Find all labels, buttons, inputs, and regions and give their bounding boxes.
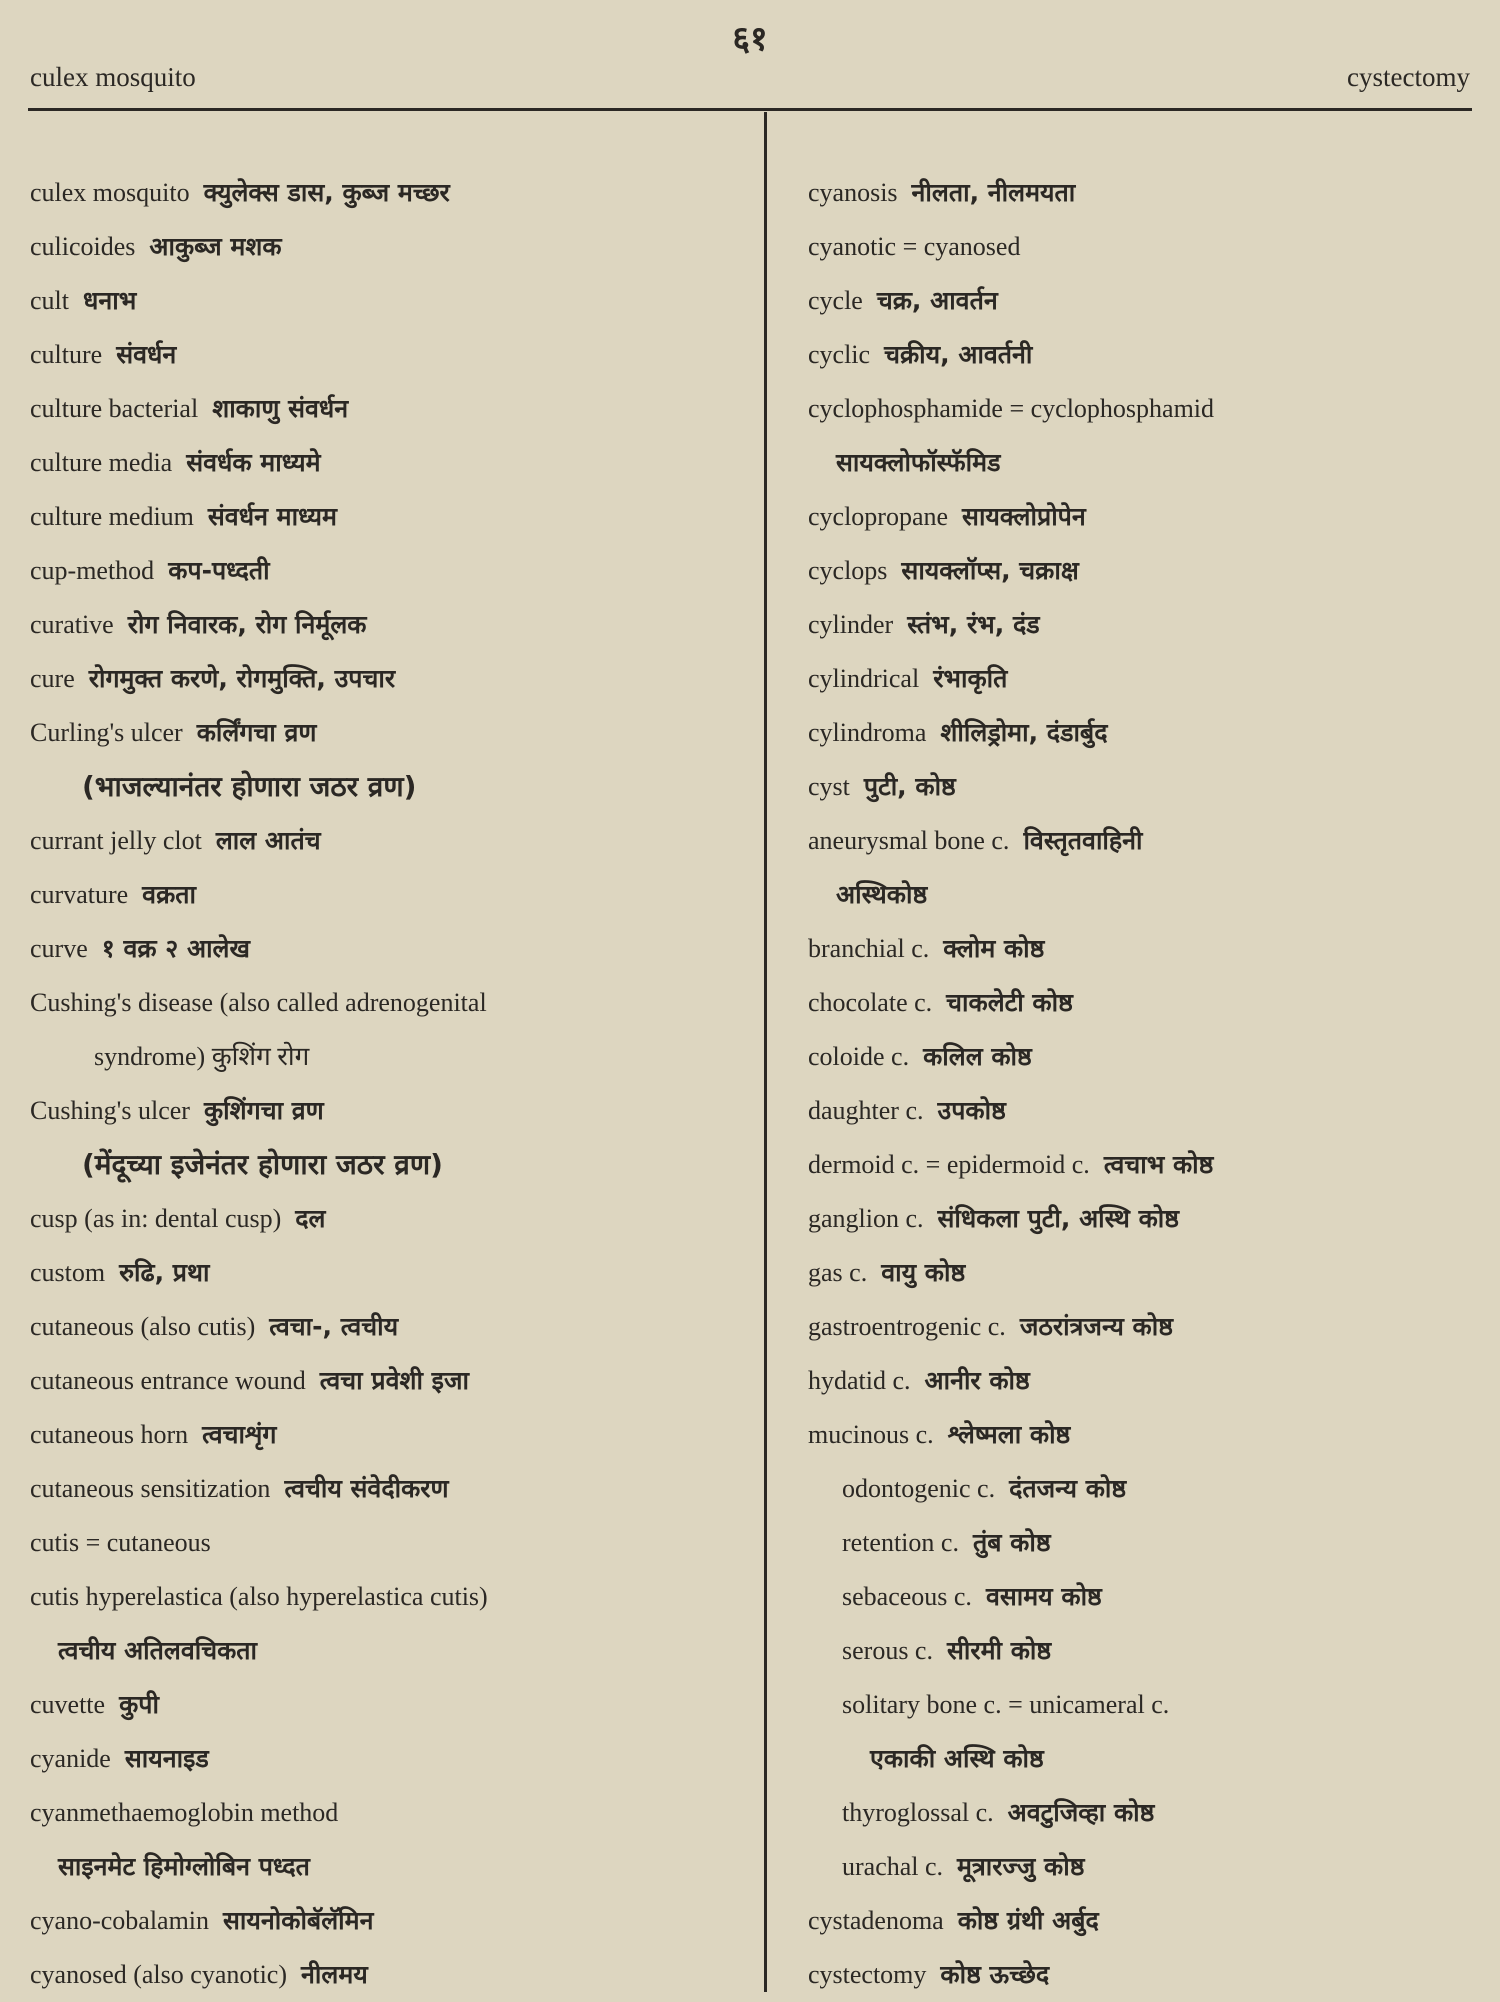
entry-gloss: मूत्रारज्जु कोष्ठ [957, 1852, 1085, 1881]
dictionary-entry [808, 544, 1488, 598]
entry-term: ganglion c. [808, 1204, 924, 1233]
dictionary-entry [808, 598, 1488, 652]
dictionary-entry [808, 1678, 1488, 1786]
entry-term: culicoides [30, 232, 136, 261]
entry-gloss: पुटी, कोष्ठ [863, 772, 956, 801]
dictionary-entry [808, 1246, 1488, 1300]
dictionary-entry [30, 1192, 750, 1246]
entry-gloss: १ वक्र २ आलेख [101, 934, 250, 963]
column-divider [764, 112, 767, 1992]
entry-gloss: रुढि, प्रथा [119, 1258, 210, 1287]
dictionary-entry [808, 814, 1488, 922]
entry-gloss: कप-पध्दती [168, 556, 270, 585]
entry-gloss: चक्रीय, आवर्तनी [884, 340, 1033, 369]
dictionary-entry [30, 1786, 750, 1894]
entry-gloss: सीरमी कोष्ठ [946, 1636, 1052, 1665]
entry-term: cyanosis [808, 178, 898, 207]
dictionary-entry [808, 220, 1488, 274]
dictionary-entry [808, 922, 1488, 976]
entry-term: cyclic [808, 340, 871, 369]
entry-term: Cushing's ulcer [30, 1096, 190, 1125]
dictionary-entry [808, 382, 1488, 490]
entry-term: cup-method [30, 556, 155, 585]
dictionary-entry [30, 1462, 750, 1516]
entry-term: curative [30, 610, 114, 639]
entry-gloss: वसामय कोष्ठ [985, 1582, 1102, 1611]
entry-gloss: नीलमय [301, 1960, 368, 1989]
entry-term: coloide c. [808, 1042, 910, 1071]
entry-term: sebaceous c. [842, 1582, 972, 1611]
entry-term: cyanide [30, 1744, 111, 1773]
entry-gloss: उपकोष्ठ [937, 1096, 1006, 1125]
dictionary-entry [30, 1732, 750, 1786]
entry-term: solitary bone c. = unicameral c. [842, 1690, 1170, 1719]
entry-term: culex mosquito [30, 178, 190, 207]
dictionary-entry [30, 544, 750, 598]
entry-gloss: आनीर कोष्ठ [924, 1366, 1030, 1395]
entry-term: cutis = cutaneous [30, 1528, 211, 1557]
entry-term-continuation: syndrome) कुशिंग रोग [94, 1042, 310, 1071]
dictionary-entry [808, 1084, 1488, 1138]
entry-term: cutaneous (also cutis) [30, 1312, 256, 1341]
dictionary-entry [808, 166, 1488, 220]
entry-term: curvature [30, 880, 129, 909]
dictionary-entry [808, 976, 1488, 1030]
entry-term: odontogenic c. [842, 1474, 996, 1503]
entry-gloss: चक्र, आवर्तन [876, 286, 998, 315]
entry-term: cyclopropane [808, 502, 949, 531]
dictionary-entry [808, 1138, 1488, 1192]
dictionary-entry [808, 1948, 1488, 2002]
dictionary-entry [30, 166, 750, 220]
entry-term: chocolate c. [808, 988, 933, 1017]
entry-term: cyst [808, 772, 850, 801]
dictionary-entry [30, 868, 750, 922]
entry-term: cult [30, 286, 69, 315]
entry-term: serous c. [842, 1636, 933, 1665]
entry-gloss: कर्लिंगचा व्रण [196, 718, 317, 747]
entry-gloss: कुशिंगचा व्रण [203, 1096, 324, 1125]
entry-gloss: दल [295, 1204, 326, 1233]
entry-gloss: कोष्ठ ग्रंथी अर्बुद [957, 1906, 1099, 1935]
dictionary-entry [808, 1354, 1488, 1408]
entry-term: gas c. [808, 1258, 868, 1287]
entry-gloss: आकुब्ज मशक [149, 232, 282, 261]
dictionary-entry [30, 1948, 750, 2002]
entry-term: cycle [808, 286, 863, 315]
entry-gloss-continuation: सायक्लोफॉस्फॅमिड [836, 448, 1001, 477]
dictionary-entry [30, 382, 750, 436]
entry-gloss: जठरांत्रजन्य कोष्ठ [1019, 1312, 1173, 1341]
entry-term: cyanmethaemoglobin method [30, 1798, 339, 1827]
entry-gloss: शाकाणु संवर्धन [212, 394, 349, 423]
entry-term: hydatid c. [808, 1366, 911, 1395]
entry-term: curve [30, 934, 88, 963]
dictionary-entry [808, 706, 1488, 760]
dictionary-entry [808, 1840, 1488, 1894]
dictionary-entry [808, 1570, 1488, 1624]
dictionary-entry [808, 1408, 1488, 1462]
entry-gloss: त्वचीय संवेदीकरण [284, 1474, 449, 1503]
entry-gloss: लाल आतंच [215, 826, 321, 855]
right-column [808, 166, 1488, 2002]
entry-gloss: संवर्धन माध्यम [207, 502, 337, 531]
dictionary-entry [30, 922, 750, 976]
dictionary-entry [808, 490, 1488, 544]
entry-term: retention c. [842, 1528, 959, 1557]
entry-gloss: त्वचा-, त्वचीय [269, 1312, 399, 1341]
entry-term: cuvette [30, 1690, 106, 1719]
dictionary-entry [30, 1570, 750, 1678]
entry-term: cusp (as in: dental cusp) [30, 1204, 282, 1233]
dictionary-entry [30, 490, 750, 544]
entry-term: Curling's ulcer [30, 718, 183, 747]
entry-term: cyclophosphamide = cyclophosphamid [808, 394, 1215, 423]
entry-term: cutis hyperelastica (also hyperelastica cutis) [30, 1582, 488, 1611]
entry-gloss: क्युलेक्स डास, कुब्ज मच्छर [203, 178, 450, 207]
entry-term: dermoid c. = epidermoid c. [808, 1150, 1090, 1179]
page-number: ६१ [732, 19, 768, 59]
entry-gloss: सायक्लॉप्स, चक्राक्ष [901, 556, 1079, 585]
entry-term: cutaneous horn [30, 1420, 189, 1449]
dictionary-entry [30, 220, 750, 274]
entry-term: aneurysmal bone c. [808, 826, 1010, 855]
entry-gloss: चाकलेटी कोष्ठ [946, 988, 1073, 1017]
running-head-right: cystectomy [1347, 62, 1470, 92]
entry-term: cystadenoma [808, 1906, 944, 1935]
entry-gloss: स्तंभ, रंभ, दंड [907, 610, 1040, 639]
entry-term: cystectomy [808, 1960, 927, 1989]
dictionary-entry [808, 1300, 1488, 1354]
dictionary-entry [808, 1192, 1488, 1246]
entry-gloss: सायक्लोप्रोपेन [962, 502, 1086, 531]
entry-term: cutaneous entrance wound [30, 1366, 306, 1395]
dictionary-entry [808, 1786, 1488, 1840]
entry-term: Cushing's disease (also called adrenogenital [30, 988, 487, 1017]
dictionary-entry [808, 328, 1488, 382]
dictionary-entry [30, 598, 750, 652]
dictionary-entry [30, 1408, 750, 1462]
dictionary-entry [30, 1678, 750, 1732]
entry-gloss: क्लोम कोष्ठ [943, 934, 1045, 963]
dictionary-entry [30, 274, 750, 328]
entry-term: cylindrical [808, 664, 920, 693]
dictionary-entry [808, 1894, 1488, 1948]
dictionary-entry [30, 652, 750, 706]
entry-gloss: संधिकला पुटी, अस्थि कोष्ठ [937, 1204, 1179, 1233]
dictionary-entry [30, 1894, 750, 1948]
entry-gloss-continuation: एकाकी अस्थि कोष्ठ [870, 1744, 1044, 1773]
dictionary-entry [30, 814, 750, 868]
entry-term: currant jelly clot [30, 826, 202, 855]
entry-term: cylinder [808, 610, 894, 639]
entry-term: cyanosed (also cyanotic) [30, 1960, 288, 1989]
entry-gloss-continuation: (भाजल्यानंतर होणारा जठर व्रण) [82, 770, 417, 803]
entry-gloss: सायनाइड [124, 1744, 209, 1773]
dictionary-entry [808, 1030, 1488, 1084]
entry-term: culture [30, 340, 103, 369]
entry-term: culture medium [30, 502, 194, 531]
entry-gloss-continuation: अस्थिकोष्ठ [836, 880, 928, 909]
entry-gloss: तुंब कोष्ठ [972, 1528, 1051, 1557]
entry-gloss: दंतजन्य कोष्ठ [1009, 1474, 1127, 1503]
entry-gloss: सायनोकोबॅलॅमिन [223, 1906, 374, 1935]
entry-gloss: रोग निवारक, रोग निर्मूलक [127, 610, 367, 639]
entry-term: cyanotic = cyanosed [808, 232, 1021, 261]
entry-gloss: शीलिड्रोमा, दंडार्बुद [940, 718, 1108, 747]
entry-gloss: रोगमुक्त करणे, रोगमुक्ति, उपचार [88, 664, 396, 693]
dictionary-entry [808, 1624, 1488, 1678]
entry-term: urachal c. [842, 1852, 944, 1881]
entry-gloss: कलिल कोष्ठ [923, 1042, 1032, 1071]
entry-term: mucinous c. [808, 1420, 934, 1449]
entry-gloss: विस्तृतवाहिनी [1023, 826, 1143, 855]
entry-term: custom [30, 1258, 106, 1287]
entry-term: cylindroma [808, 718, 927, 747]
entry-term: culture media [30, 448, 173, 477]
dictionary-entry [30, 1300, 750, 1354]
entry-gloss: कोष्ठ ऊच्छेद [940, 1960, 1050, 1989]
entry-gloss: त्वचाशृंग [202, 1420, 277, 1449]
dictionary-entry [30, 436, 750, 490]
entry-term: cure [30, 664, 75, 693]
entry-gloss: श्लेष्मला कोष्ठ [947, 1420, 1071, 1449]
entry-gloss: वक्रता [142, 880, 196, 909]
running-head-left: culex mosquito [30, 62, 196, 92]
dictionary-entry [808, 1516, 1488, 1570]
entry-gloss: संवर्धन [116, 340, 177, 369]
entry-gloss: कुपी [119, 1690, 159, 1719]
entry-term: thyroglossal c. [842, 1798, 994, 1827]
entry-gloss: अवटुजिव्हा कोष्ठ [1007, 1798, 1155, 1827]
dictionary-entry [30, 706, 750, 814]
entry-term: branchial c. [808, 934, 930, 963]
entry-term: cyclops [808, 556, 888, 585]
dictionary-entry [30, 328, 750, 382]
entry-gloss: वायु कोष्ठ [881, 1258, 966, 1287]
entry-gloss: त्वचाभ कोष्ठ [1103, 1150, 1214, 1179]
entry-gloss: संवर्धक माध्यमे [186, 448, 321, 477]
dictionary-entry [30, 1354, 750, 1408]
entry-gloss: त्वचा प्रवेशी इजा [319, 1366, 469, 1395]
dictionary-entry [808, 274, 1488, 328]
entry-term: cyano-cobalamin [30, 1906, 210, 1935]
left-column [30, 166, 750, 2002]
entry-gloss-continuation: साइनमेट हिमोग्लोबिन पध्दत [58, 1852, 310, 1881]
dictionary-entry [30, 1246, 750, 1300]
entry-gloss-continuation: (मेंदूच्या इजेनंतर होणारा जठर व्रण) [82, 1148, 443, 1181]
entry-gloss: धनाभ [83, 286, 137, 315]
dictionary-entry [30, 1516, 750, 1570]
dictionary-entry [808, 1462, 1488, 1516]
dictionary-entry [808, 760, 1488, 814]
dictionary-entry [808, 652, 1488, 706]
header-rule [28, 108, 1472, 111]
entry-term: gastroentrogenic c. [808, 1312, 1006, 1341]
entry-gloss: रंभाकृति [933, 664, 1008, 693]
entry-term: culture bacterial [30, 394, 199, 423]
dictionary-entry [30, 976, 750, 1084]
entry-gloss: नीलता, नीलमयता [911, 178, 1076, 207]
dictionary-entry [30, 1084, 750, 1192]
entry-term: cutaneous sensitization [30, 1474, 271, 1503]
entry-gloss-continuation: त्वचीय अतिलवचिकता [58, 1636, 258, 1665]
entry-term: daughter c. [808, 1096, 924, 1125]
